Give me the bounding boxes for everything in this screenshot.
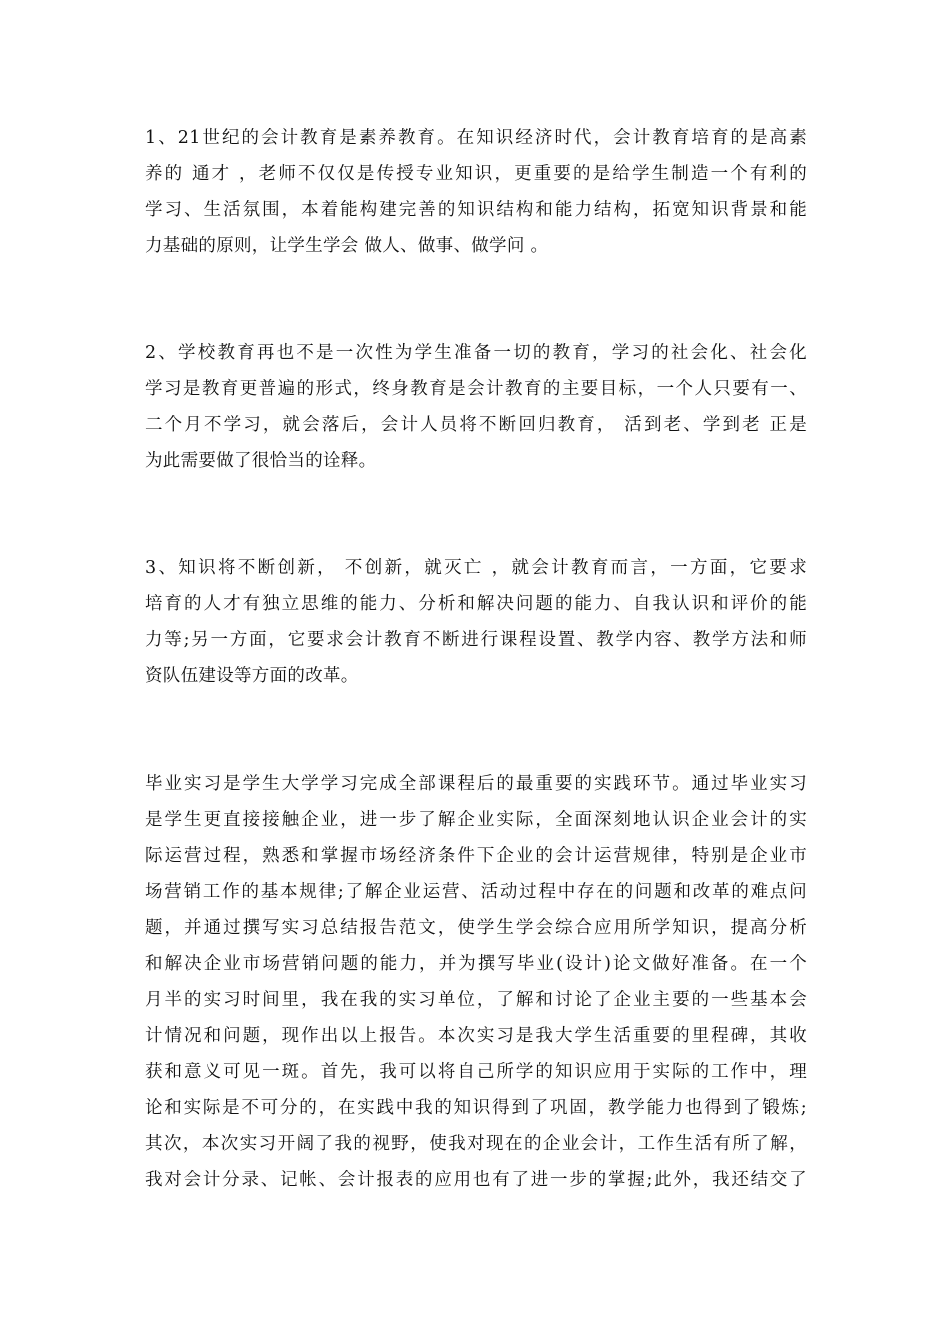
- paragraph-line: 题，并通过撰写实习总结报告范文，使学生学会综合应用所学知识，提高分析: [145, 918, 807, 938]
- paragraph-line: 论和实际是不可分的，在实践中我的知识得到了巩固，教学能力也得到了锻炼;: [145, 1098, 807, 1118]
- paragraph-line: 计情况和问题，现作出以上报告。本次实习是我大学生活重要的里程碑，其收: [145, 1026, 807, 1046]
- paragraph-3: [145, 550, 807, 694]
- paragraph-line: 1、21世纪的会计教育是素养教育。在知识经济时代，会计教育培育的是高素: [145, 128, 807, 148]
- paragraph-line: 力等;另一方面，它要求会计教育不断进行课程设置、教学内容、教学方法和师: [145, 630, 807, 650]
- paragraph-line: 是学生更直接接触企业，进一步了解企业实际，全面深刻地认识企业会计的实: [145, 810, 807, 830]
- paragraph-4: [145, 766, 807, 1198]
- paragraph-line: 养的 通才 ，老师不仅仅是传授专业知识，更重要的是给学生制造一个有利的: [145, 164, 807, 184]
- paragraph-line: 二个月不学习，就会落后，会计人员将不断回归教育， 活到老、学到老 正是: [145, 415, 807, 435]
- paragraph-line: 和解决企业市场营销问题的能力，并为撰写毕业(设计)论文做好准备。在一个: [145, 954, 807, 974]
- paragraph-line: 力基础的原则，让学生学会 做人、做事、做学问 。: [145, 236, 549, 256]
- paragraph-1: [145, 120, 807, 264]
- paragraph-line: 我对会计分录、记帐、会计报表的应用也有了进一步的掌握;此外，我还结交了: [145, 1170, 807, 1190]
- paragraph-line: 资队伍建设等方面的改革。: [145, 666, 359, 686]
- paragraph-line: 学习是教育更普遍的形式，终身教育是会计教育的主要目标，一个人只要有一、: [145, 379, 807, 399]
- paragraph-line: 其次，本次实习开阔了我的视野，使我对现在的企业会计，工作生活有所了解，: [145, 1134, 807, 1154]
- paragraph-line: 毕业实习是学生大学学习完成全部课程后的最重要的实践环节。通过毕业实习: [145, 774, 807, 794]
- paragraph-line: 培育的人才有独立思维的能力、分析和解决问题的能力、自我认识和评价的能: [145, 594, 807, 614]
- paragraph-line: 2、学校教育再也不是一次性为学生准备一切的教育，学习的社会化、社会化: [145, 343, 807, 363]
- paragraph-line: 场营销工作的基本规律;了解企业运营、活动过程中存在的问题和改革的难点问: [145, 882, 807, 902]
- paragraph-line: 获和意义可见一斑。首先，我可以将自己所学的知识应用于实际的工作中，理: [145, 1062, 807, 1082]
- paragraph-line: 学习、生活氛围，本着能构建完善的知识结构和能力结构，拓宽知识背景和能: [145, 200, 807, 220]
- paragraph-line: 际运营过程，熟悉和掌握市场经济条件下企业的会计运营规律，特别是企业市: [145, 846, 807, 866]
- paragraph-line: 为此需要做了很恰当的诠释。: [145, 451, 377, 471]
- paragraph-2: [145, 335, 807, 479]
- paragraph-line: 月半的实习时间里，我在我的实习单位，了解和讨论了企业主要的一些基本会: [145, 990, 807, 1010]
- paragraph-line: 3、知识将不断创新， 不创新，就灭亡 ，就会计教育而言，一方面，它要求: [145, 558, 807, 578]
